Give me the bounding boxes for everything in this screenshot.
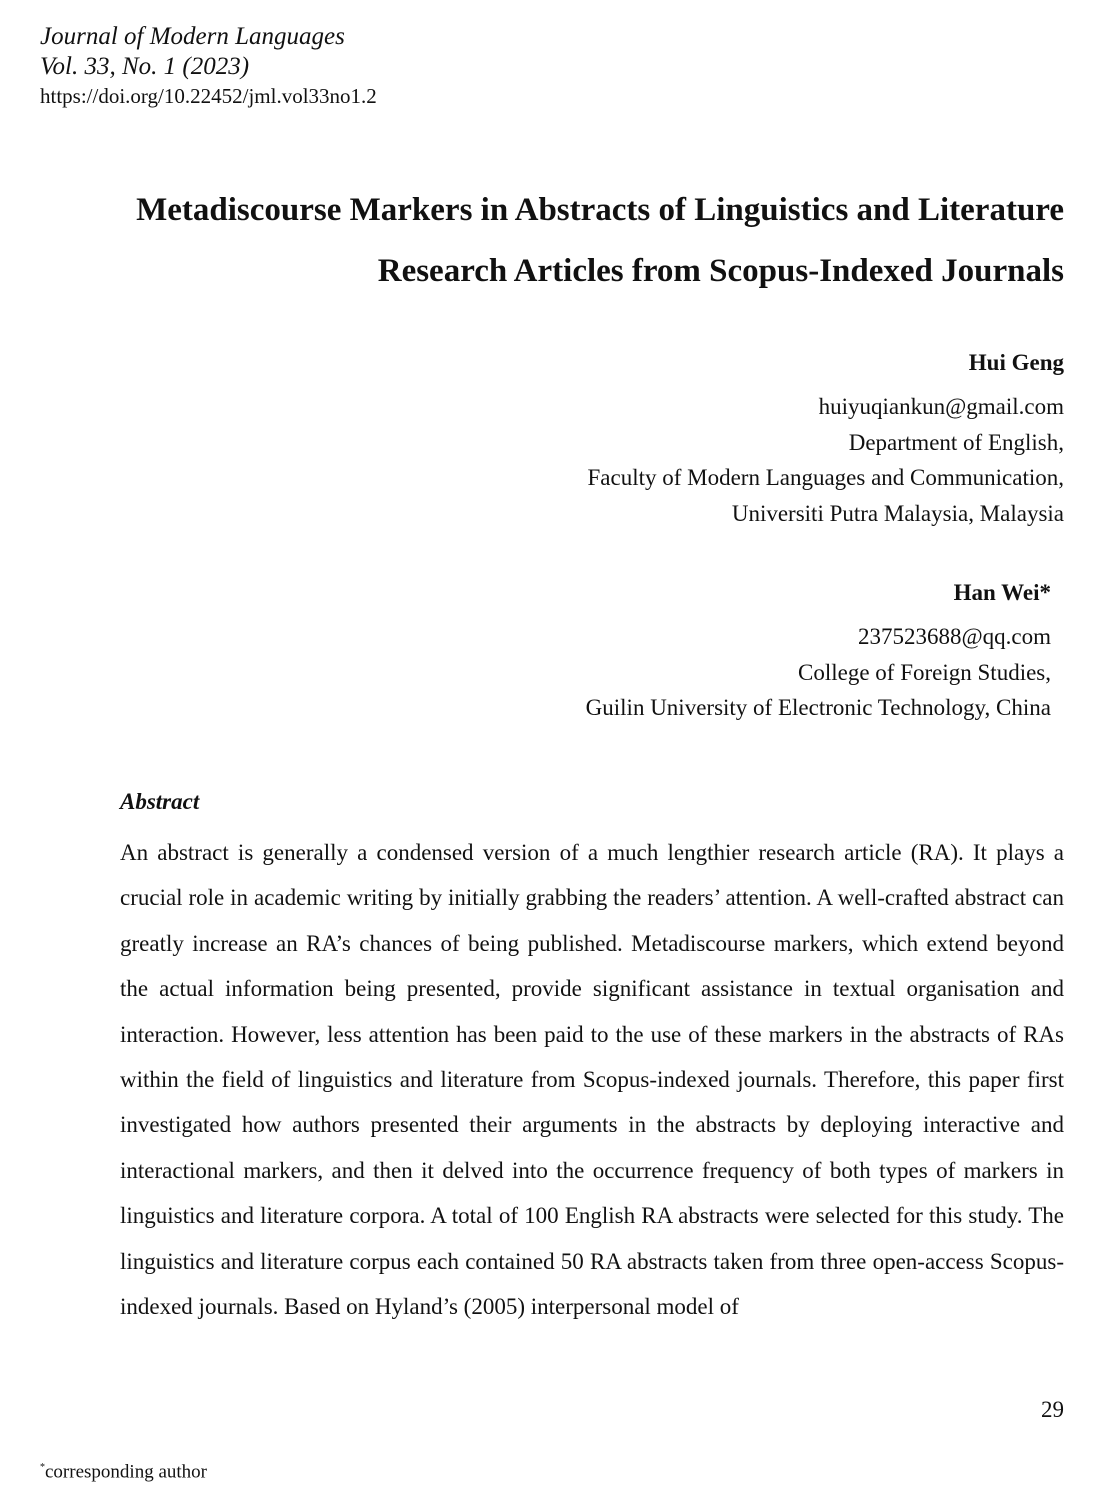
author-affiliation-line: Guilin University of Electronic Technology, China [585, 695, 1051, 720]
journal-name: Journal of Modern Languages [40, 23, 345, 50]
footnote [40, 1456, 207, 1484]
paper-title [44, 180, 1064, 302]
author-affiliation-line: Universiti Putra Malaysia, Malaysia [731, 500, 1064, 526]
journal-volume: Vol. 33, No. 1 (2023) [40, 53, 250, 80]
paper-title-line-1: Metadiscourse Markers in Abstracts of Linguistics and Literature [136, 192, 1064, 228]
journal-doi-link[interactable]: https://doi.org/10.22452/jml.vol33no1.2 [40, 84, 377, 108]
journal-header [40, 22, 640, 110]
author-email[interactable]: 237523688@qq.com [857, 624, 1051, 649]
author-affiliation-line: Department of English, [848, 429, 1064, 455]
author-affiliation-line: College of Foreign Studies, [798, 659, 1051, 685]
author-name: Han Wei* [953, 580, 1051, 605]
footnote-mark: * [40, 1462, 45, 1473]
paper-title-line-2: Research Articles from Scopus-Indexed Journals [377, 253, 1064, 289]
abstract-section [120, 785, 1064, 1329]
abstract-body: An abstract is generally a condensed version of a much lengthier research article (RA). It plays a crucial role in academic writing by initially grabbing the readers’ attention. A well-crafted abstract can greatly increase an RA’s chances of being published. Metadiscourse markers, which extend beyond the actual information being presented, provide significant assistance in textual organisation and interaction. However, less attention has been paid to the use of these markers in the abstracts of RAs within the field of linguistics and literature from Scopus-indexed journals. Therefore, this paper first investigated how authors presented their arguments in the abstracts by deploying interactive and interactional markers, and then it delved into the occurrence frequency of both types of markers in linguistics and literature corpora. A total of 100 English RA abstracts were selected for this study. The linguistics and literature corpus each contained 50 RA abstracts taken from three open-access Scopus-indexed journals. Based on Hyland’s (2005) interpersonal model of [120, 840, 1064, 1320]
author-affiliation-line: Faculty of Modern Languages and Communication, [587, 465, 1064, 490]
author-block-2 [351, 575, 1051, 726]
page-number: 29 [1041, 1397, 1064, 1422]
footnote-text: corresponding author [45, 1461, 207, 1483]
author-name: Hui Geng [968, 350, 1064, 375]
abstract-heading: Abstract [120, 789, 200, 814]
author-email[interactable]: huiyuqiankun@gmail.com [818, 394, 1064, 419]
author-block-1 [364, 345, 1064, 531]
